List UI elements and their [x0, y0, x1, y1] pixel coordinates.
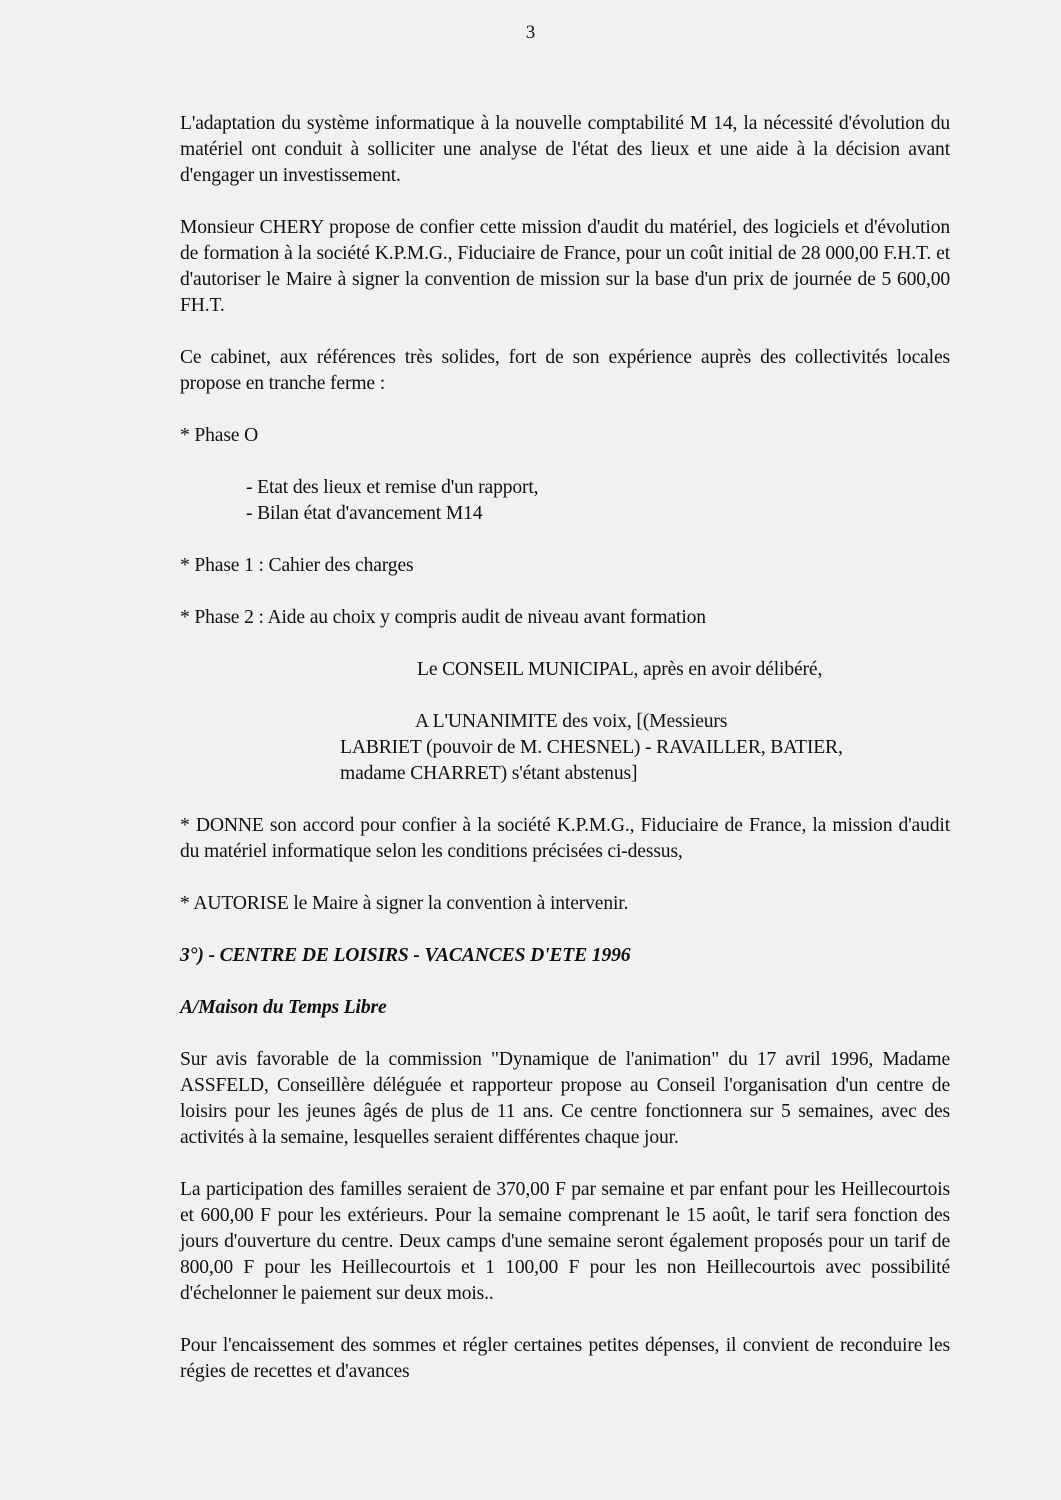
vote-block [180, 709, 950, 787]
decision-autorise: * AUTORISE le Maire à signer la convention à intervenir. [180, 893, 629, 914]
section-3-heading: 3°) - CENTRE DE LOISIRS - VACANCES D'ETE 1996 [180, 945, 631, 966]
vote-line-3: madame CHARRET) s'étant abstenus] [340, 763, 638, 784]
section-3-subheading: A/Maison du Temps Libre [180, 997, 387, 1018]
vote-line-1: A L'UNANIMITE des voix, [(Messieurs [415, 711, 728, 732]
paragraph-cabinet: Ce cabinet, aux références très solides, fort de son expérience auprès des collectivités locales propose en tranche ferme : [180, 347, 950, 394]
page-number: 3 [525, 22, 536, 43]
phase-0-list [180, 475, 950, 527]
phase-0: * Phase O [180, 425, 259, 446]
council-deliberation: Le CONSEIL MUNICIPAL, après en avoir délibéré, [417, 659, 823, 680]
document-body [180, 111, 950, 1385]
phase-2: * Phase 2 : Aide au choix y compris audit de niveau avant formation [180, 607, 706, 628]
paragraph-leisure-center: Sur avis favorable de la commission "Dynamique de l'animation" du 17 avril 1996, Madame ASSFELD, Conseillère déléguée et rapporteur propose au Conseil l'organisation d'un centre de loisirs pour les jeunes âgés de plus de 11 ans. Ce centre fonctionnera sur 5 semaines, avec des activités à la semaine, lesquelles seraient différentes chaque jour. [180, 1049, 950, 1148]
decision-donne: * DONNE son accord pour confier à la société K.P.M.G., Fiduciaire de France, la mission d'audit du matériel informatique selon les conditions précisées ci-dessus, [180, 815, 950, 862]
phase-0-item: - Etat des lieux et remise d'un rapport, [246, 477, 539, 498]
paragraph-regies: Pour l'encaissement des sommes et régler certaines petites dépenses, il convient de reconduire les régies de recettes et d'avances [180, 1335, 950, 1382]
paragraph-family-fees: La participation des familles seraient de 370,00 F par semaine et par enfant pour les Heillecourtois et 600,00 F pour les extérieurs. Pour la semaine comprenant le 15 août, le tarif sera fonction des jours d'ouverture du centre. Deux camps d'une semaine seront également proposés pour un tarif de 800,00 F pour les Heillecourtois et 1 100,00 F pour les non Heillecourtois avec possibilité d'échelonner le paiement sur deux mois.. [180, 1179, 950, 1304]
paragraph-chery-proposal: Monsieur CHERY propose de confier cette mission d'audit du matériel, des logiciels et d'évolution de formation à la société K.P.M.G., Fiduciaire de France, pour un coût initial de 28 000,00 F.H.T. et d'autoriser le Maire à signer la convention de mission sur la base d'un prix de journée de 5 600,00 FH.T. [180, 217, 950, 316]
vote-line-2: LABRIET (pouvoir de M. CHESNEL) - RAVAILLER, BATIER, [340, 737, 843, 758]
phase-0-item: - Bilan état d'avancement M14 [246, 503, 483, 524]
phase-1: * Phase 1 : Cahier des charges [180, 555, 414, 576]
paragraph-it-adaptation: L'adaptation du système informatique à la nouvelle comptabilité M 14, la nécessité d'évolution du matériel ont conduit à solliciter une analyse de l'état des lieux et une aide à la décision avant d'engager un investissement. [180, 113, 950, 186]
